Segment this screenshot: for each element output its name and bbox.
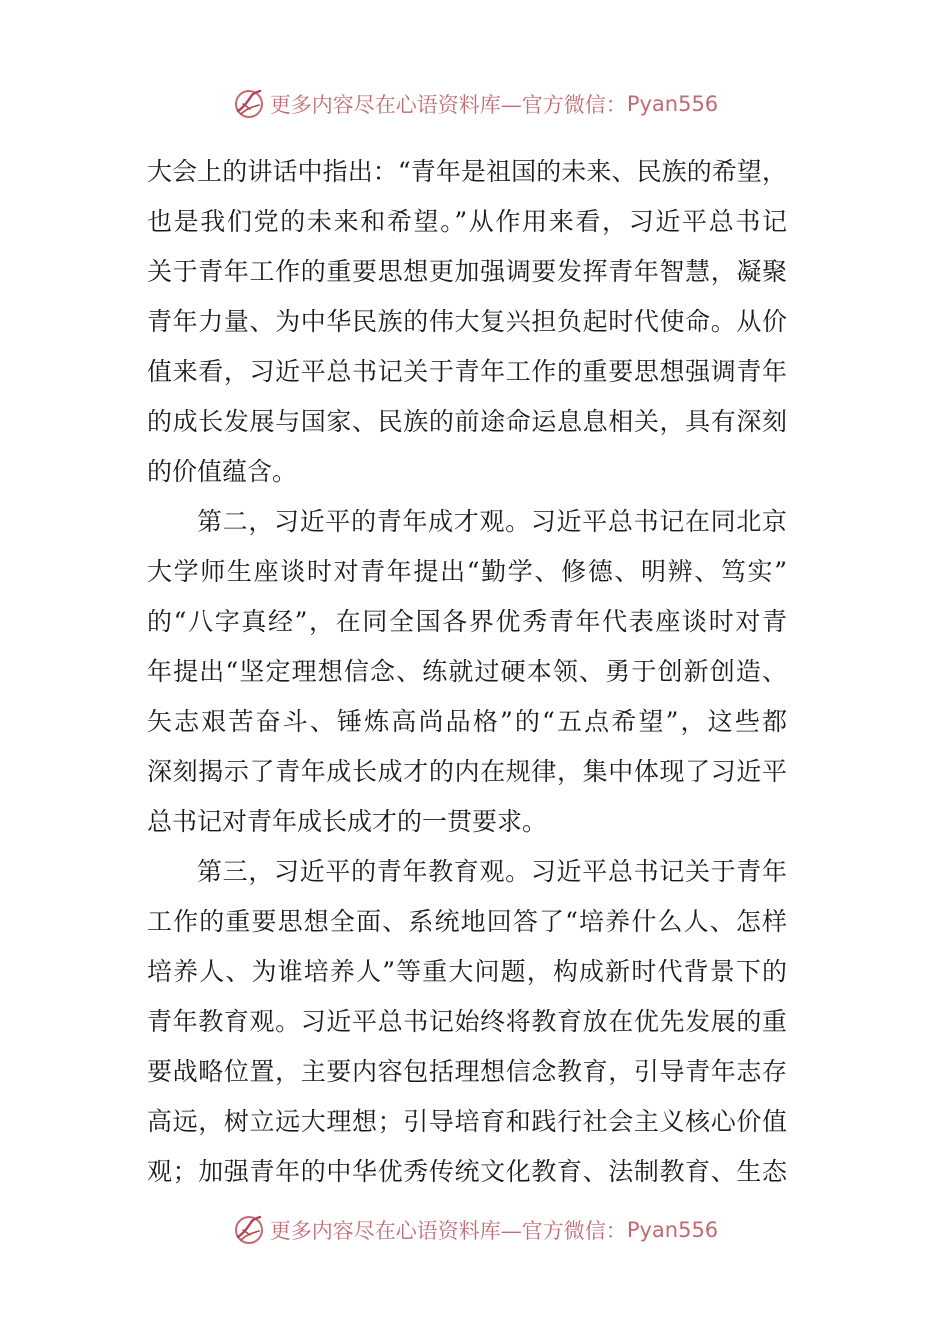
paragraph-start-line: 第三，习近平的青年教育观。习近平总书记关于青年 — [197, 857, 787, 886]
footer-wechat-id: Pyan556 — [626, 1218, 719, 1242]
text-line: 大学师生座谈时对青年提出“勤学、修德、明辨、笃实” — [147, 557, 787, 586]
header-watermark-text: 更多内容尽在心语资料库—官方微信： — [269, 93, 627, 117]
text-line: 的“八字真经”，在同全国各界优秀青年代表座谈时对青 — [147, 607, 787, 636]
text-line: 要战略位置，主要内容包括理想信念教育，引导青年志存 — [147, 1057, 787, 1086]
text-line: 培养人、为谁培养人”等重大问题，构成新时代背景下的 — [147, 957, 787, 986]
text-line: 大会上的讲话中指出：“青年是祖国的未来、民族的希望， — [147, 157, 787, 186]
text-line: 的价值蕴含。 — [147, 457, 298, 486]
text-line: 高远，树立远大理想；引导培育和践行社会主义核心价值 — [147, 1107, 787, 1136]
text-line: 值来看，习近平总书记关于青年工作的重要思想强调青年 — [147, 357, 787, 386]
header-wechat-id: Pyan556 — [626, 92, 719, 116]
text-line: 关于青年工作的重要思想更加强调要发挥青年智慧，凝聚 — [147, 257, 787, 286]
text-line: 也是我们党的未来和希望。”从作用来看，习近平总书记 — [147, 207, 787, 236]
document-body — [147, 150, 787, 1200]
text-line: 矢志艰苦奋斗、锤炼高尚品格”的“五点希望”，这些都 — [147, 707, 787, 736]
footer-watermark — [0, 1210, 950, 1250]
quill-signature-logo-icon — [232, 87, 266, 121]
text-line: 工作的重要思想全面、系统地回答了“培养什么人、怎样 — [147, 907, 787, 936]
footer-watermark-text: 更多内容尽在心语资料库—官方微信： — [269, 1219, 627, 1243]
paragraph-start-line: 第二，习近平的青年成才观。习近平总书记在同北京 — [197, 507, 787, 536]
quill-signature-logo-icon — [232, 1213, 266, 1247]
text-line: 的成长发展与国家、民族的前途命运息息相关，具有深刻 — [147, 407, 787, 436]
header-watermark — [0, 84, 950, 124]
text-line: 年提出“坚定理想信念、练就过硬本领、勇于创新创造、 — [147, 657, 787, 686]
text-line: 观；加强青年的中华优秀传统文化教育、法制教育、生态 — [147, 1157, 787, 1186]
text-line: 总书记对青年成长成才的一贯要求。 — [147, 807, 548, 836]
text-line: 青年教育观。习近平总书记始终将教育放在优先发展的重 — [147, 1007, 787, 1036]
text-line: 深刻揭示了青年成长成才的内在规律，集中体现了习近平 — [147, 757, 787, 786]
text-line: 青年力量、为中华民族的伟大复兴担负起时代使命。从价 — [147, 307, 787, 336]
